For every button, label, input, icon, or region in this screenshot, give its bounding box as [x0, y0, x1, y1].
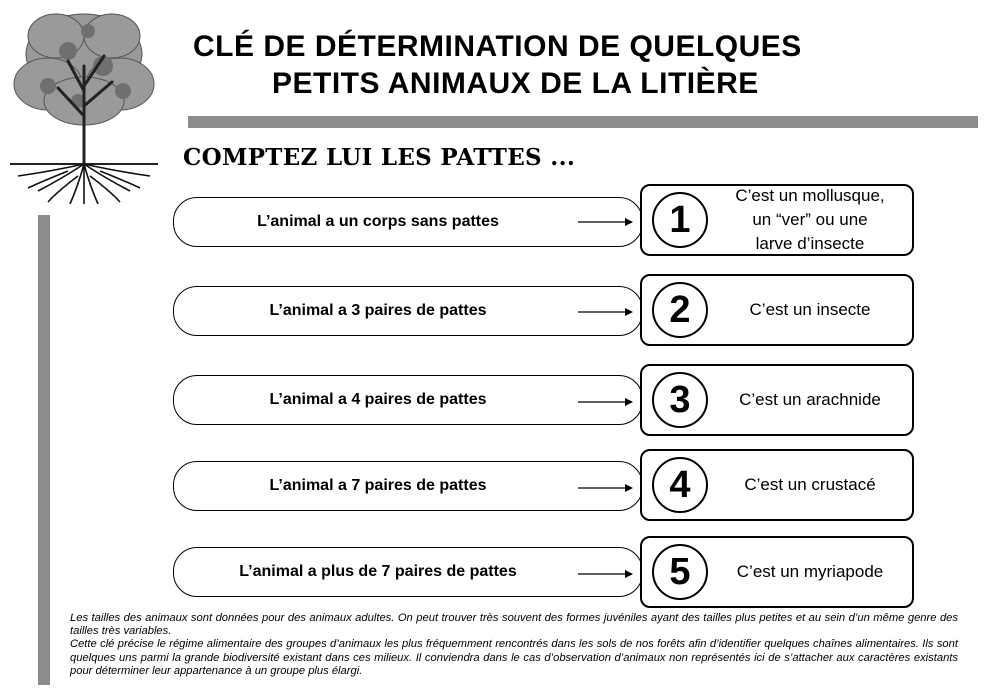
title-line-2: PETITS ANIMAUX DE LA LITIÈRE	[272, 67, 759, 100]
result-box	[640, 364, 914, 436]
result-box	[640, 536, 914, 608]
key-row-2	[0, 270, 984, 350]
subtitle: COMPTEZ LUI LES PATTES ...	[183, 144, 576, 171]
condition-pill: L’animal a 4 paires de pattes	[173, 375, 643, 425]
result-text: C’est un mollusque, un “ver” ou une larve d’insecte	[735, 186, 885, 253]
key-row-5	[0, 534, 984, 614]
footnote-paragraph-1: Les tailles des animaux sont données pour des animaux adultes. On peut trouver très souvent des formes juvéniles ayant des tailles plus petites et au sein d’un même genre des tailles très variables.	[70, 612, 958, 638]
condition-pill: L’animal a plus de 7 paires de pattes	[173, 547, 643, 597]
result-number: 4	[652, 457, 708, 513]
footnote	[70, 612, 958, 678]
condition-pill: L’animal a un corps sans pattes	[173, 197, 643, 247]
result-number: 2	[652, 282, 708, 338]
tree-logo-icon	[8, 6, 160, 206]
result-box	[640, 184, 914, 256]
title-underline-bar	[188, 116, 978, 128]
result-text: C’est un arachnide	[739, 390, 881, 409]
arrow-right-icon	[578, 306, 633, 318]
title-line-1: CLÉ DE DÉTERMINATION DE QUELQUES	[193, 30, 802, 63]
result-number: 5	[652, 544, 708, 600]
result-text: C’est un myriapode	[736, 562, 884, 581]
condition-pill: L’animal a 3 paires de pattes	[173, 286, 643, 336]
arrow-right-icon	[578, 396, 633, 408]
condition-pill: L’animal a 7 paires de pattes	[173, 461, 643, 511]
arrow-right-icon	[578, 568, 633, 580]
key-row-3	[0, 360, 984, 440]
result-box	[640, 274, 914, 346]
arrow-right-icon	[578, 216, 633, 228]
result-text: C’est un crustacé	[744, 475, 876, 494]
footnote-paragraph-2: Cette clé précise le régime alimentaire des groupes d’animaux les plus fréquemment rencontrés dans les sols de nos forêts afin d’identifier quelques chaînes alimentaires. Ils sont quelques uns parmi la grande biodiversité existant dans ces milieux. Il conviendra dans le cas d’observation d’animaux non représentés ici de s’attacher aux caractères existants pour déterminer leur appartenance à un groupe plus élargi.	[70, 638, 958, 677]
key-row-4	[0, 447, 984, 527]
page-title	[180, 28, 940, 102]
key-row-1	[0, 180, 984, 260]
arrow-right-icon	[578, 482, 633, 494]
result-box	[640, 449, 914, 521]
result-number: 1	[652, 192, 708, 248]
result-text: C’est un insecte	[749, 300, 871, 319]
result-number: 3	[652, 372, 708, 428]
